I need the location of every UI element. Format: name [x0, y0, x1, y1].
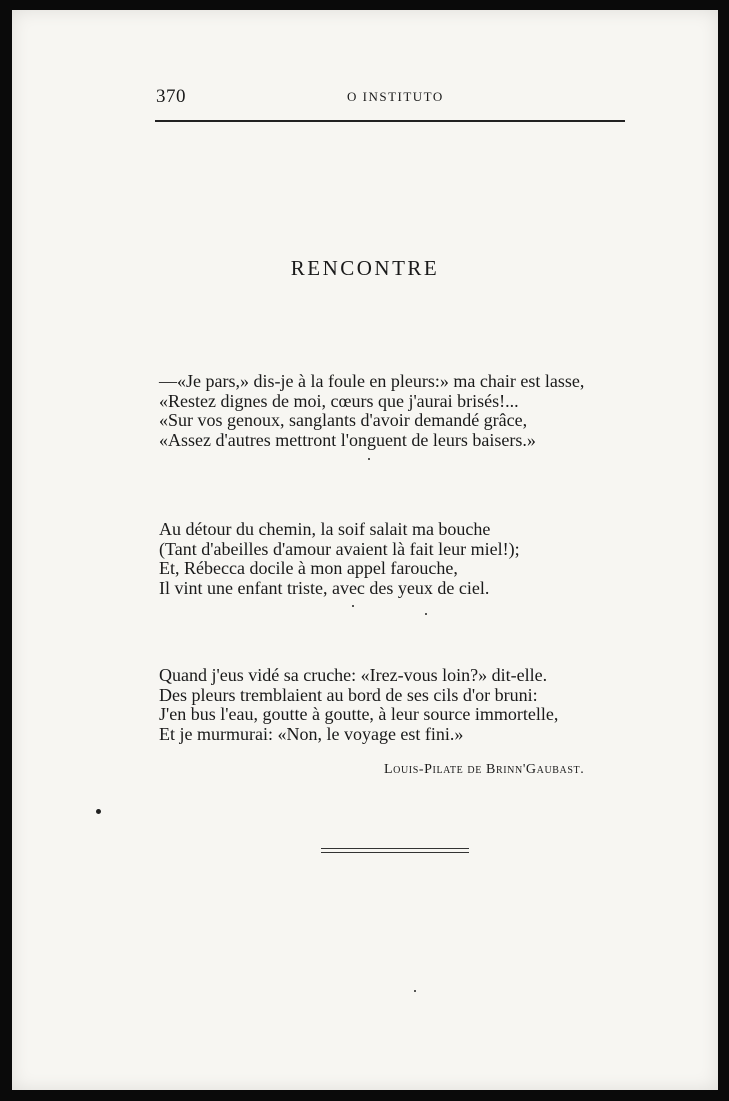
page-number: 370: [156, 86, 186, 107]
print-speck: [425, 613, 427, 615]
verse-line: Quand j'eus vidé sa cruche: «Irez-vous loin?» dit-elle.: [159, 665, 548, 685]
verse-line: «Sur vos genoux, sanglants d'avoir demandé grâce,: [159, 410, 528, 430]
verse-line: «Restez dignes de moi, cœurs que j'aurai brisés!...: [159, 390, 519, 411]
print-speck: [414, 990, 416, 992]
poem-title: RENCONTRE: [290, 256, 440, 280]
verse-line: J'en bus l'eau, goutte à goutte, à leur source immortelle,: [159, 704, 559, 724]
print-speck: [352, 605, 354, 607]
stanza-1: [159, 372, 679, 450]
verse-line: Il vint une enfant triste, avec des yeux de ciel.: [159, 577, 490, 598]
verse-line: Des pleurs tremblaient au bord de ses cils d'or bruni:: [159, 684, 538, 705]
stanza-3: [159, 666, 679, 744]
document-page: [12, 10, 718, 1090]
print-speck: [368, 458, 370, 460]
end-rule-bottom: [321, 852, 469, 853]
running-head: [156, 86, 624, 112]
verse-line: Et je murmurai: «Non, le voyage est fini.»: [159, 723, 464, 744]
stanza-2: [159, 520, 679, 598]
verse-line: (Tant d'abeilles d'amour avaient là fait leur miel!);: [159, 538, 520, 559]
journal-title: O INSTITUTO: [347, 89, 444, 104]
author-signature: Louis-Pilate de Brinn'Gaubast.: [384, 762, 585, 777]
verse-line: Au détour du chemin, la soif salait ma bouche: [159, 519, 491, 539]
header-rule: [155, 120, 625, 122]
verse-line: «Assez d'autres mettront l'onguent de leurs baisers.»: [159, 429, 536, 450]
end-rule-top: [321, 848, 469, 849]
verse-line: Et, Rébecca docile à mon appel farouche,: [159, 558, 458, 578]
verse-line: —«Je pars,» dis-je à la foule en pleurs:» ma chair est lasse,: [159, 371, 585, 391]
print-speck: [96, 809, 101, 814]
